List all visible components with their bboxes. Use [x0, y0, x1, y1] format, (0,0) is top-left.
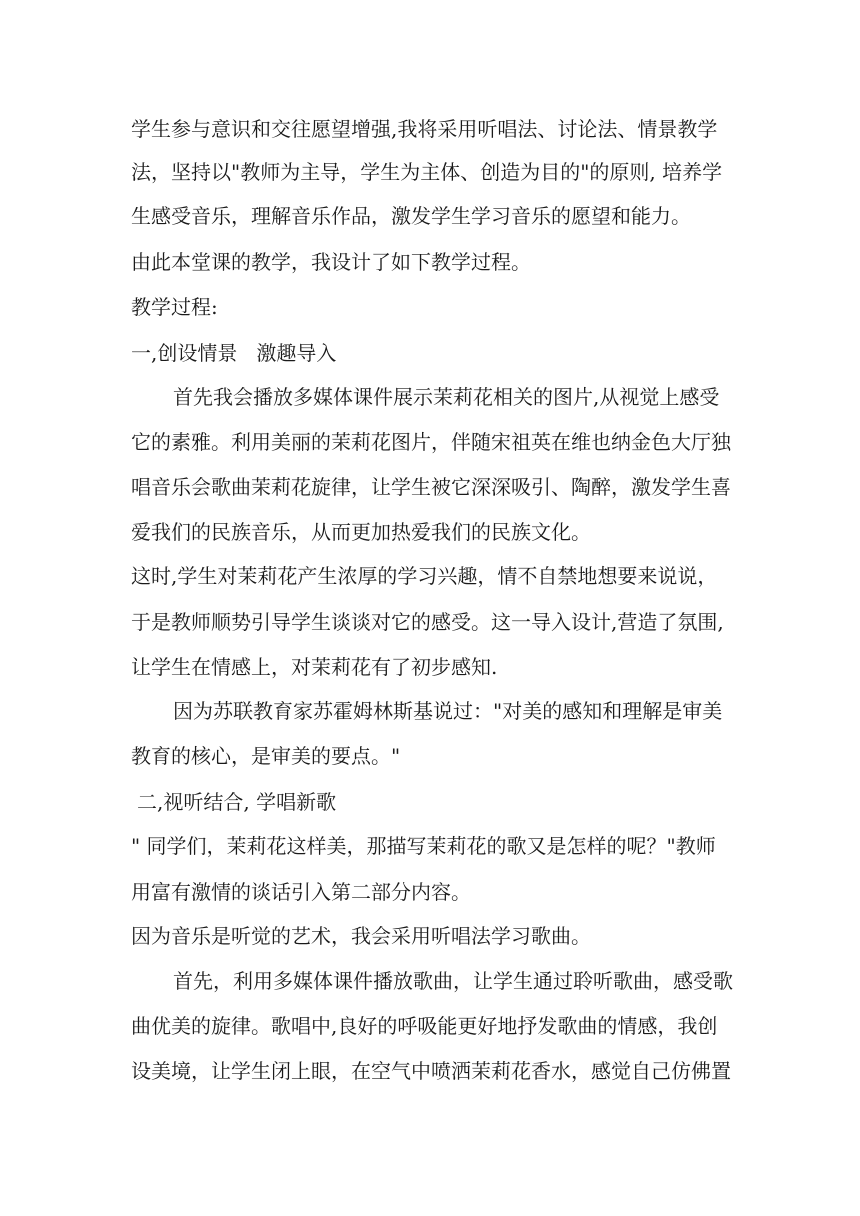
text-line: 曲优美的旋律。歌唱中,良好的呼吸能更好地抒发歌曲的情感，我创 — [131, 1014, 718, 1038]
section-heading: 二,视听结合, 学唱新歌 — [137, 790, 337, 814]
section-heading: 一,创设情景 激趣导入 — [131, 341, 337, 365]
text-line: 因为苏联教育家苏霍姆林斯基说过："对美的感知和理解是审美 — [173, 699, 723, 723]
text-line: 学生参与意识和交往愿望增强,我将采用听唱法、讨论法、情景教学 — [131, 117, 718, 141]
text-line: 用富有激情的谈话引入第二部分内容。 — [131, 880, 471, 904]
text-line: 唱音乐会歌曲茉莉花旋律，让学生被它深深吸引、陶醉，激发学生喜 — [131, 475, 731, 499]
text-line: 于是教师顺势引导学生谈谈对它的感受。这一导入设计,营造了氛围, — [131, 610, 724, 634]
text-line: 这时,学生对茉莉花产生浓厚的学习兴趣，情不自禁地想要来说说， — [131, 564, 718, 588]
text-line: 法，坚持以"教师为主导，学生为主体、创造为目的"的原则, 培养学 — [131, 160, 723, 184]
text-line: " 同学们，茉莉花这样美，那描写茉莉花的歌又是怎样的呢？"教师 — [131, 834, 716, 858]
text-line: 教育的核心，是审美的要点。" — [131, 744, 401, 768]
text-line: 爱我们的民族音乐，从而更加热爱我们的民族文化。 — [131, 520, 591, 544]
text-line: 首先，利用多媒体课件播放歌曲，让学生通过聆听歌曲，感受歌 — [173, 969, 733, 993]
text-line: 生感受音乐，理解音乐作品，激发学生学习音乐的愿望和能力。 — [131, 204, 691, 228]
text-line: 它的素雅。利用美丽的茉莉花图片，伴随宋祖英在维也纳金色大厅独 — [131, 430, 731, 454]
text-line: 因为音乐是听觉的艺术，我会采用听唱法学习歌曲。 — [131, 924, 591, 948]
text-line: 让学生在情感上，对茉莉花有了初步感知. — [131, 655, 498, 679]
text-line: 由此本堂课的教学，我设计了如下教学过程。 — [131, 250, 531, 274]
text-line: 首先我会播放多媒体课件展示茉莉花相关的图片,从视觉上感受 — [173, 385, 720, 409]
text-line: 教学过程: — [131, 295, 218, 319]
text-line: 设美境，让学生闭上眼，在空气中喷洒茉莉花香水，感觉自己仿佛置 — [131, 1059, 731, 1083]
